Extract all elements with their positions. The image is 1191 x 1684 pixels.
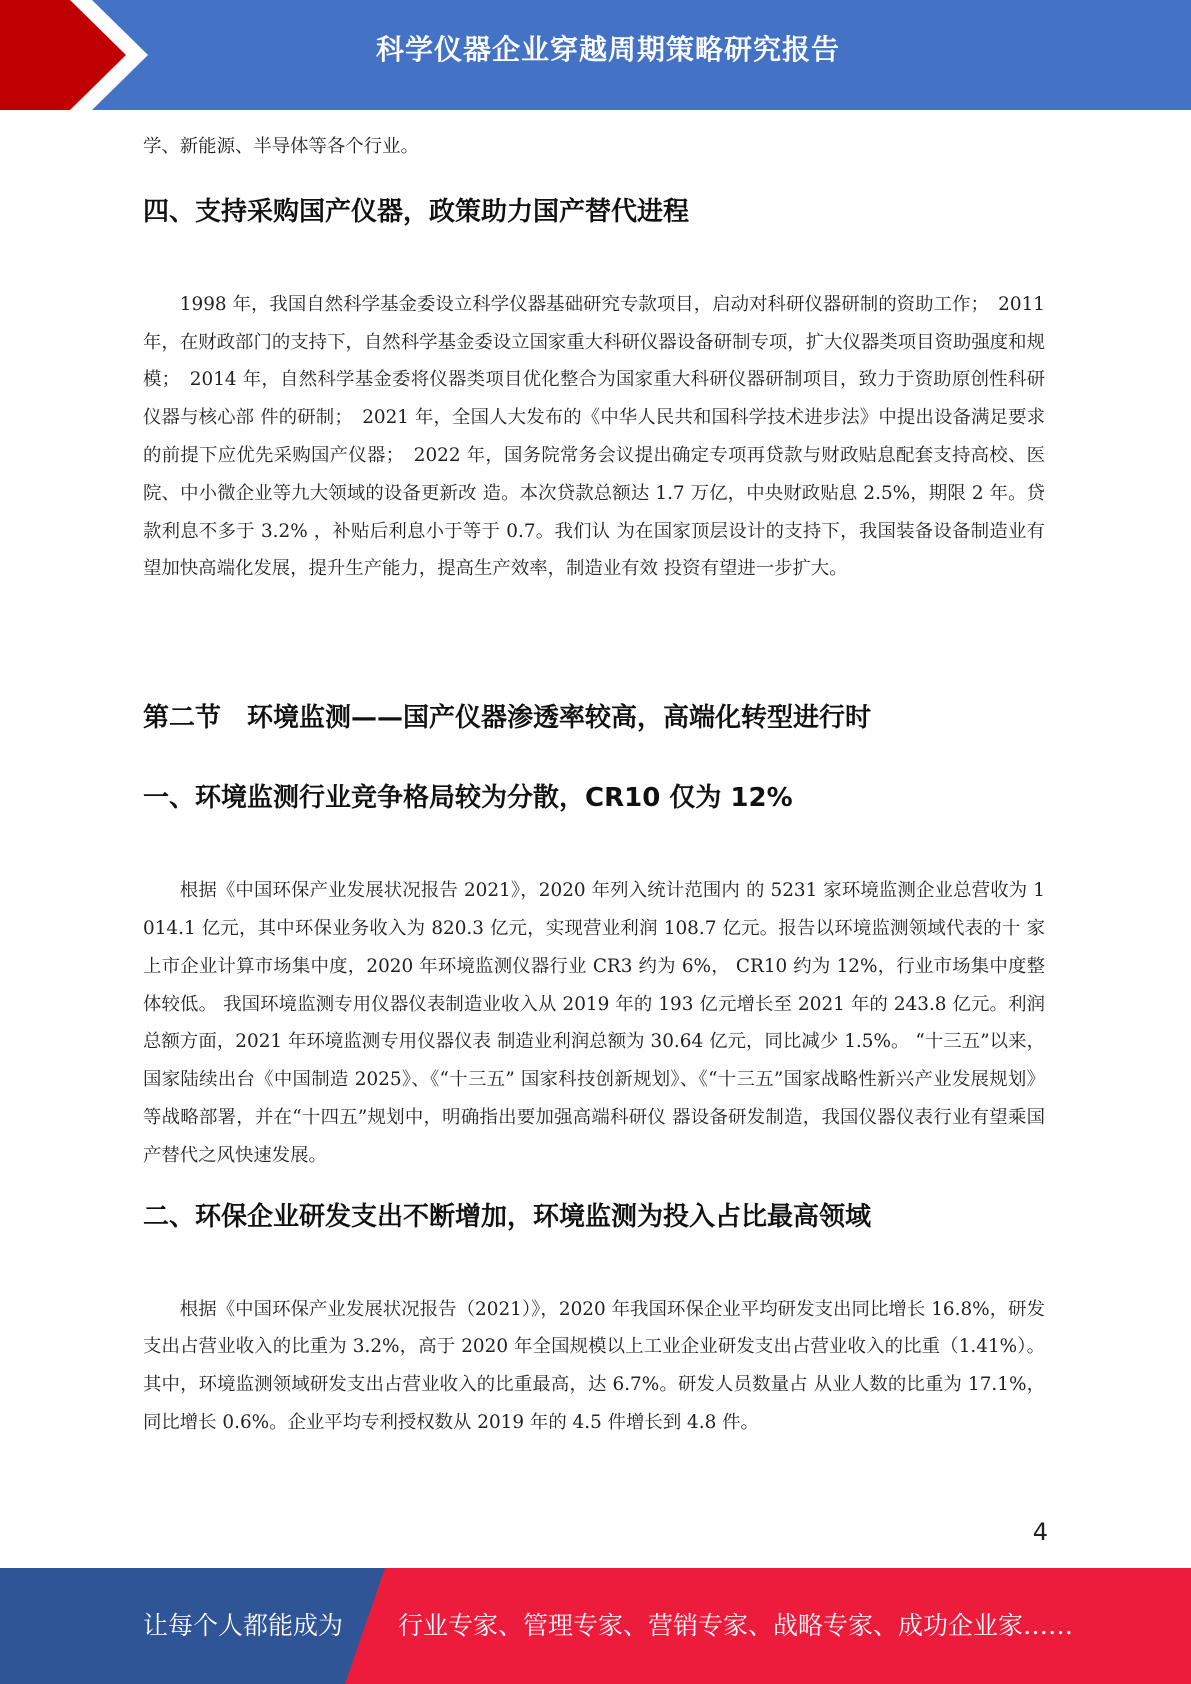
- footer-banner: [0, 1568, 1191, 1684]
- page-number: 4: [1032, 1518, 1048, 1546]
- continued-paragraph: 学、新能源、半导体等各个行业。: [143, 136, 419, 157]
- subsection-heading-1: 一、环境监测行业竞争格局较为分散，CR10 仅为 12%: [143, 783, 793, 814]
- section-heading-4: 四、支持采购国产仪器，政策助力国产替代进程: [143, 196, 690, 227]
- header-banner: [0, 0, 1191, 110]
- subsection-heading-2: 二、环保企业研发支出不断增加，环境监测为投入占比最高领域: [143, 1201, 872, 1232]
- chapter-heading: 第二节 环境监测——国产仪器渗透率较高，高端化转型进行时: [143, 703, 872, 734]
- footer-slogan-left: 让每个人都能成为: [143, 1611, 344, 1640]
- section-4-paragraph: 1998 年，我国自然科学基金委设立科学仪器基础研究专款项目，启动对科研仪器研制的资助工作； 2011 年，在财政部门的支持下，自然科学基金委设立国家重大科研仪器设备研制专项，扩大仪器类项目资助强度和规 模； 2014 年，自然科学基金委将仪器类项目优化整合为国家重大科研仪器研制项目，致力于资助原创性科研仪器与核心部 件的研制； 2021 年，全国人大发布的《中华人民共和国科学技术进步法》中提出设备满足要求的前提下应优先采购国产仪器； 2022 年，国务院常务会议提出确定专项再贷款与财政贴息配套支持高校、医院、中小微企业等九大领域的设备更新改 造。本次贷款总额达 1.7 万亿，中央财政贴息 2.5%，期限 2 年。贷款利息不多于 3.2% ，补贴后利息小于等于 0.7。我们认 为在国家顶层设计的支持下，我国装备设备制造业有望加快高端化发展，提升生产能力，提高生产效率，制造业有效 投资有望进一步扩大。: [143, 293, 1045, 580]
- footer-slogan-right: 行业专家、管理专家、营销专家、战略专家、成功企业家……: [398, 1611, 1074, 1640]
- subsection-1-paragraph: 根据《中国环保产业发展状况报告 2021》，2020 年列入统计范围内 的 5231 家环境监测企业总营收为 1014.1 亿元，其中环保业务收入为 820.3 亿元，实现营业利润 108.7 亿元。报告以环境监测领域代表的十 家上市企业计算市场集中度，2020 年环境监测仪器行业 CR3 约为 6%， CR10 约为 12%，行业市场集中度整体较低。 我国环境监测专用仪器仪表制造业收入从 2019 年的 193 亿元增长至 2021 年的 243.8 亿元。利润总额方面，2021 年环境监测专用仪器仪表 制造业利润总额为 30.64 亿元，同比减少 1.5%。 “十三五”以来，国家陆续出台《中国制造 2025》、《“十三五” 国家科技创新规划》、《“十三五”国家战略性新兴产业发展规划》 等战略部署，并在“十四五”规划中，明确指出要加强高端科研仪 器设备研发制造，我国仪器仪表行业有望乘国产替代之风快速发展。: [143, 880, 1045, 1166]
- main-content: [143, 128, 1045, 1442]
- subsection-2-paragraph: 根据《中国环保产业发展状况报告（2021）》，2020 年我国环保企业平均研发支出同比增长 16.8%，研发支出占营业收入的比重为 3.2%，高于 2020 年全国规模以上工业企业研发支出占营业收入的比重（1.41%）。其中，环境监测领域研发支出占营业收入的比重最高，达 6.7%。研发人员数量占 从业人数的比重为 17.1%，同比增长 0.6%。企业平均专利授权数从 2019 年的 4.5 件增长到 4.8 件。: [143, 1298, 1045, 1433]
- report-title: 科学仪器企业穿越周期策略研究报告: [375, 33, 840, 66]
